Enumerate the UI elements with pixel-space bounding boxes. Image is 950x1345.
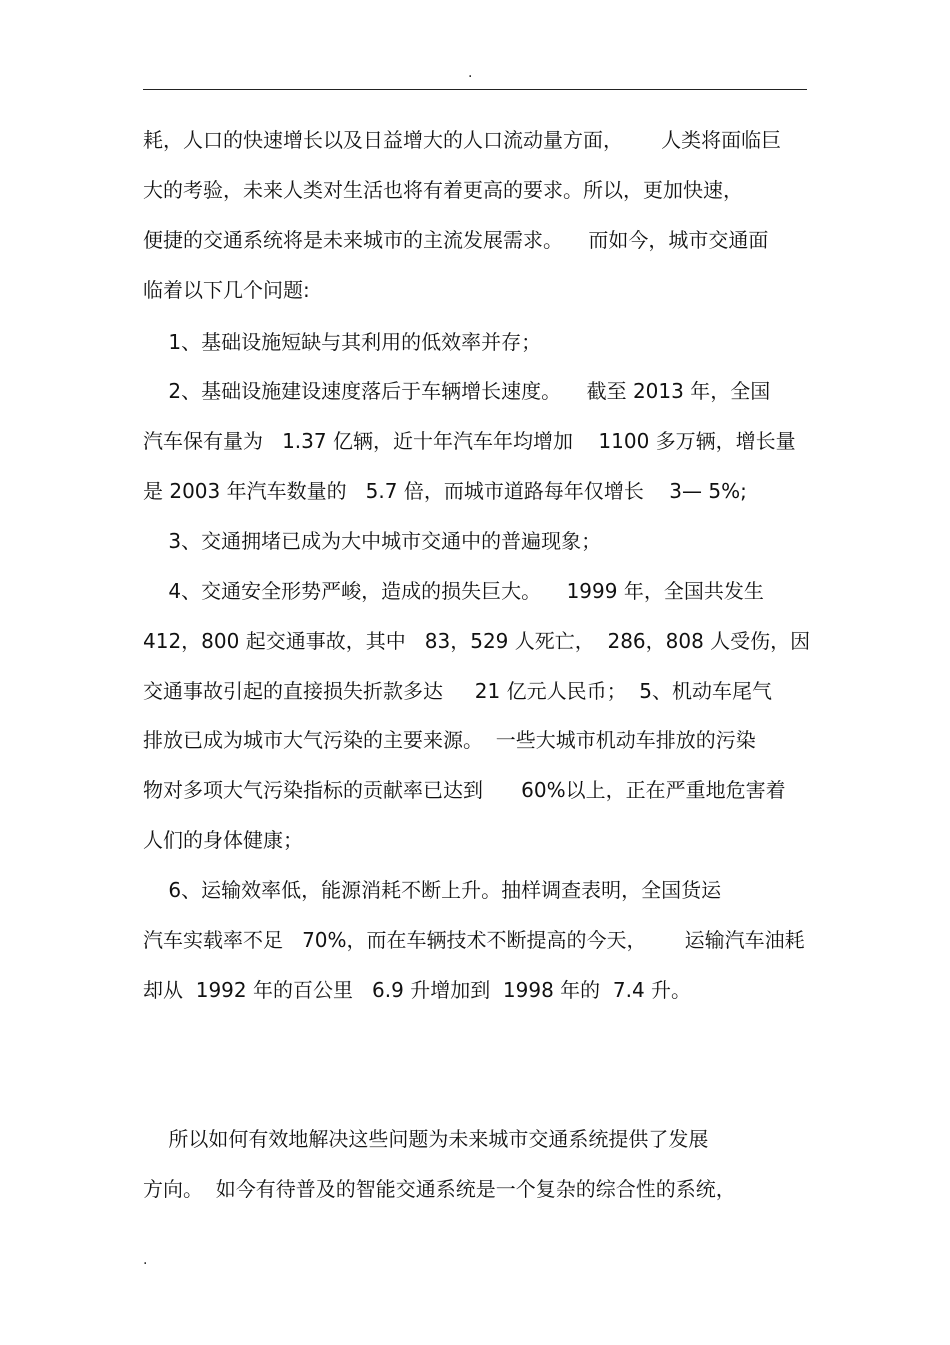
text-line-17: 汽车实载率不足 70%，而在车辆技术不断提高的今天， 运输汽车油耗 xyxy=(143,928,805,952)
text-line-1: 耗，人口的快速增长以及日益增大的人口流动量方面， 人类将面临巨 xyxy=(143,128,782,152)
text-line-2: 大的考验，未来人类对生活也将有着更高的要求。所以，更加快速， xyxy=(143,178,743,202)
text-line-14: 物对多项大气污染指标的贡献率已达到 60%以上，正在严重地危害着 xyxy=(143,778,786,802)
text-line-15: 人们的身体健康； xyxy=(143,828,303,852)
header-mark: . xyxy=(468,65,473,81)
text-line-19: 所以如何有效地解决这些问题为未来城市交通系统提供了发展 xyxy=(143,1127,709,1151)
text-line-12: 交通事故引起的直接损失折款多达 21 亿元人民币； 5、机动车尾气 xyxy=(143,679,773,703)
text-line-20: 方向。 如今有待普及的智能交通系统是一个复杂的综合性的系统， xyxy=(143,1177,736,1201)
text-line-10: 4、交通安全形势严峻，造成的损失巨大。 1999 年，全国共发生 xyxy=(143,579,764,603)
footer-mark: . xyxy=(143,1252,148,1268)
text-line-16: 6、运输效率低，能源消耗不断上升。抽样调查表明，全国货运 xyxy=(143,878,722,902)
text-line-3: 便捷的交通系统将是未来城市的主流发展需求。 而如今，城市交通面 xyxy=(143,228,769,252)
text-line-5: 1、基础设施短缺与其利用的低效率并存； xyxy=(143,330,542,354)
text-line-4: 临着以下几个问题: xyxy=(143,278,310,302)
text-line-18: 却从 1992 年的百公里 6.9 升增加到 1998 年的 7.4 升。 xyxy=(143,978,692,1002)
text-line-13: 排放已成为城市大气污染的主要来源。 一些大城市机动车排放的污染 xyxy=(143,728,756,752)
text-line-6: 2、基础设施建设速度落后于车辆增长速度。 截至 2013 年，全国 xyxy=(143,379,771,403)
text-line-11: 412，800 起交通事故，其中 83，529 人死亡， 286，808 人受伤，因 xyxy=(143,629,811,653)
text-line-7: 汽车保有量为 1.37 亿辆，近十年汽车年均增加 1100 多万辆，增长量 xyxy=(143,429,796,453)
text-line-9: 3、交通拥堵已成为大中城市交通中的普遍现象； xyxy=(143,529,602,553)
text-line-8: 是 2003 年汽车数量的 5.7 倍，而城市道路每年仅增长 3— 5%; xyxy=(143,479,747,503)
header-rule xyxy=(143,89,807,90)
